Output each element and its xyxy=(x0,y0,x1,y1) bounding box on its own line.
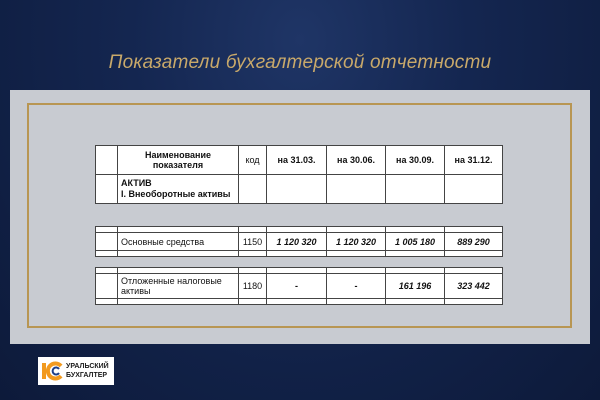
table-strip xyxy=(96,299,503,305)
empty-cell xyxy=(267,175,327,204)
empty-cell xyxy=(445,175,503,204)
strip-cell xyxy=(118,251,239,257)
row-value-q2: - xyxy=(327,274,386,299)
empty-cell xyxy=(386,175,445,204)
section-label xyxy=(118,175,239,204)
brand-line1: УРАЛЬСКИЙ xyxy=(66,363,109,370)
section-subtitle: I. Внеоборотные активы xyxy=(121,189,231,199)
empty-cell xyxy=(96,146,118,175)
table-row xyxy=(96,274,503,299)
brand-line2: БУХГАЛТЕР xyxy=(66,372,108,379)
empty-cell xyxy=(96,233,118,251)
header-q3: на 30.09. xyxy=(386,146,445,175)
row-value-q2: 1 120 320 xyxy=(327,233,386,251)
header-name: Наименование показателя xyxy=(118,146,239,175)
empty-cell xyxy=(96,175,118,204)
deferred-tax-table xyxy=(95,267,503,305)
row-code: 1180 xyxy=(239,274,267,299)
empty-cell xyxy=(327,175,386,204)
section-row xyxy=(96,175,503,204)
row-value-q3: 1 005 180 xyxy=(386,233,445,251)
brand-logo-icon xyxy=(41,360,63,382)
header-row xyxy=(96,146,503,175)
table-row xyxy=(96,233,503,251)
strip-cell xyxy=(118,299,239,305)
strip-cell xyxy=(96,299,118,305)
row-name: Основные средства xyxy=(118,233,239,251)
empty-cell xyxy=(96,274,118,299)
strip-cell xyxy=(267,251,327,257)
strip-cell xyxy=(239,299,267,305)
row-value-q4: 323 442 xyxy=(445,274,503,299)
section-title: АКТИВ xyxy=(121,178,152,188)
row-value-q1: 1 120 320 xyxy=(267,233,327,251)
strip-cell xyxy=(96,251,118,257)
strip-cell xyxy=(239,251,267,257)
slide-title: Показатели бухгалтерской отчетности xyxy=(108,52,492,73)
strip-cell xyxy=(267,299,327,305)
brand-logo xyxy=(38,357,114,385)
fixed-assets-table xyxy=(95,226,503,257)
header-table xyxy=(95,145,503,204)
row-value-q4: 889 290 xyxy=(445,233,503,251)
header-q4: на 31.12. xyxy=(445,146,503,175)
row-name: Отложенные налоговые активы xyxy=(118,274,239,299)
table-strip xyxy=(96,251,503,257)
row-code: 1150 xyxy=(239,233,267,251)
strip-cell xyxy=(327,251,386,257)
row-value-q1: - xyxy=(267,274,327,299)
row-value-q3: 161 196 xyxy=(386,274,445,299)
strip-cell xyxy=(327,299,386,305)
header-q1: на 31.03. xyxy=(267,146,327,175)
empty-cell xyxy=(239,175,267,204)
header-q2: на 30.06. xyxy=(327,146,386,175)
brand-logo-text xyxy=(66,362,109,380)
strip-cell xyxy=(386,251,445,257)
strip-cell xyxy=(445,299,503,305)
header-code: код xyxy=(239,146,267,175)
strip-cell xyxy=(386,299,445,305)
strip-cell xyxy=(445,251,503,257)
